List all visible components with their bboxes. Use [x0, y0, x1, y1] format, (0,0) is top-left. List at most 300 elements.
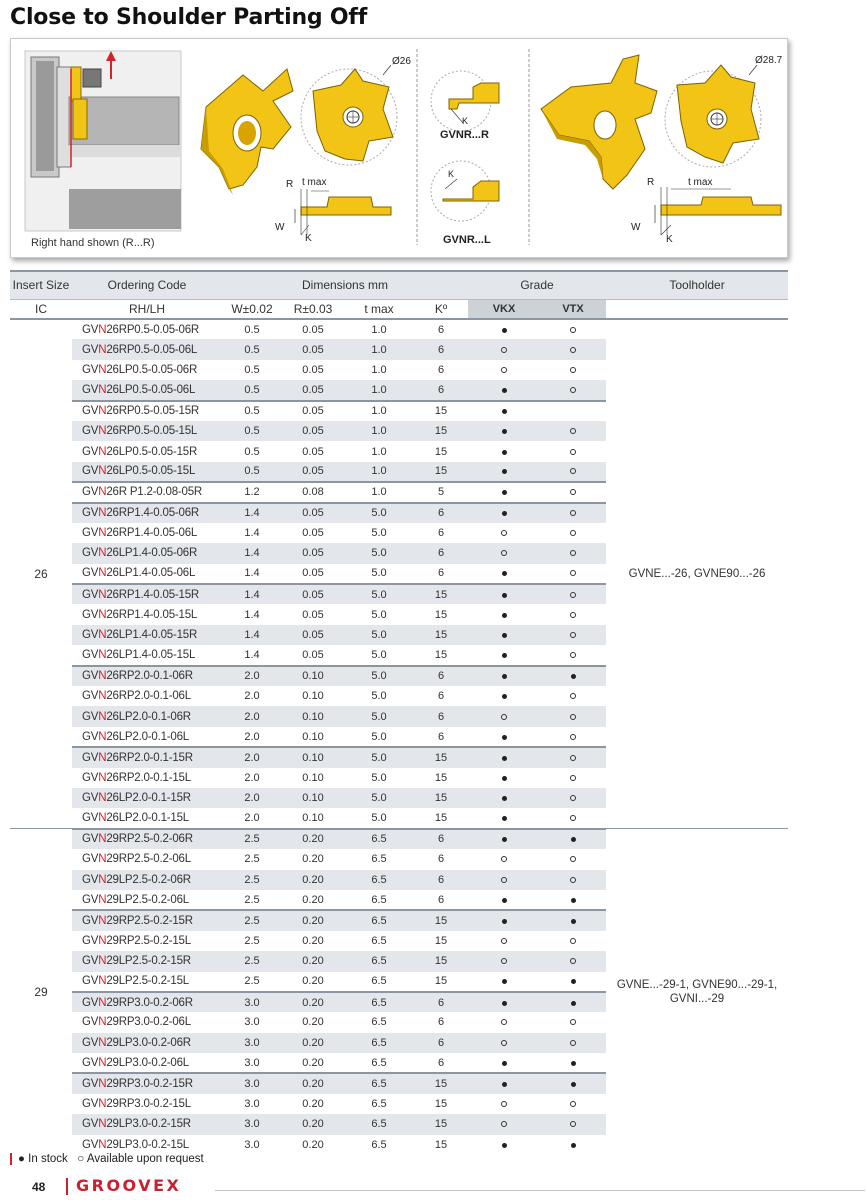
k-value: 15: [414, 421, 468, 441]
r-value: 0.10: [302, 690, 324, 703]
k-label-right: K: [666, 234, 673, 245]
code-n: N: [98, 771, 107, 784]
tmax-value: 5.0: [371, 812, 387, 825]
grade-vtx: [540, 503, 606, 523]
code-n: N: [98, 710, 107, 723]
on-request-icon: [570, 856, 576, 862]
insert-29-3d-illustration: [541, 55, 657, 189]
header-toolholder: Toolholder: [606, 271, 788, 299]
grade-vkx: [468, 564, 540, 584]
on-request-icon: [570, 652, 576, 658]
w-value: 3.0: [244, 1098, 260, 1111]
in-stock-icon: [502, 429, 507, 434]
on-request-icon: [570, 468, 576, 474]
grade-vtx: [540, 645, 606, 665]
grade-vtx: [540, 1135, 606, 1155]
tmax-value: 5.0: [371, 608, 387, 621]
k-value: 15: [434, 975, 448, 988]
ordering-code: [72, 543, 222, 563]
grade-vkx: [468, 788, 540, 808]
grade-vkx: [468, 503, 540, 523]
code-prefix: GV: [82, 1138, 99, 1151]
r-value: 0.05: [282, 625, 344, 645]
k-value: 15: [434, 608, 448, 621]
on-request-icon: [570, 958, 576, 964]
k-value: 15: [414, 401, 468, 421]
in-stock-icon: [502, 1143, 507, 1148]
r-value: 0.20: [302, 853, 324, 866]
code-n: N: [98, 955, 107, 968]
on-request-icon: [501, 1121, 507, 1127]
grade-vtx: [540, 1053, 606, 1073]
w-value: 2.0: [222, 666, 282, 686]
ordering-code: [72, 319, 222, 339]
tmax-value: 6.5: [371, 1138, 387, 1151]
r-value: 0.05: [282, 543, 344, 563]
code-n: N: [98, 893, 107, 906]
brand-logo: GROOVEX: [76, 1176, 182, 1195]
code-n: N: [98, 1056, 107, 1069]
insert-26-3d-illustration: [201, 69, 293, 195]
code-prefix: GV: [82, 730, 99, 743]
on-request-icon: [501, 550, 507, 556]
k-value: 6: [437, 690, 445, 703]
tmax-value: 1.0: [344, 380, 414, 400]
code-suffix: 29RP3.0-0.2-15L: [106, 1098, 191, 1111]
w-value: 2.0: [244, 690, 260, 703]
tmax-value: 1.0: [344, 421, 414, 441]
tmax-value: 5.0: [371, 771, 387, 784]
grade-vtx: [540, 829, 606, 849]
code-suffix: 26RP2.0-0.1-15R: [106, 751, 193, 764]
code-n: N: [98, 1078, 107, 1091]
tmax-value: 6.5: [344, 1114, 414, 1134]
ordering-code: [72, 910, 222, 930]
header-ordering-code: Ordering Code: [72, 271, 222, 299]
k-value: 15: [414, 747, 468, 767]
w-value: 2.0: [222, 747, 282, 767]
code-n: N: [98, 608, 107, 621]
on-request-icon: [570, 347, 576, 353]
code-prefix: GV: [82, 629, 99, 642]
ordering-code: [72, 747, 222, 767]
on-request-icon: [570, 632, 576, 638]
grade-vtx: [540, 706, 606, 726]
on-request-icon: [570, 1101, 576, 1107]
tmax-value: 6.5: [344, 910, 414, 930]
grade-vtx: [540, 686, 606, 706]
on-request-icon: [570, 938, 576, 944]
k-value: 15: [434, 648, 448, 661]
w-value: 0.5: [244, 363, 260, 376]
k-value: 6: [414, 870, 468, 890]
on-request-icon: [570, 570, 576, 576]
r-value: 0.20: [282, 1033, 344, 1053]
k-value: 6: [437, 363, 445, 376]
k-value: 15: [414, 584, 468, 604]
tmax-value: 6.5: [371, 893, 387, 906]
k-value: 6: [414, 503, 468, 523]
in-stock-icon: [571, 1061, 576, 1066]
ordering-code: [72, 951, 222, 971]
code-suffix: 29RP2.5-0.2-15R: [106, 915, 193, 928]
tmax-value: 1.0: [344, 482, 414, 502]
grade-vtx: [540, 462, 606, 482]
r-value: 0.05: [282, 401, 344, 421]
k-value: 6: [414, 380, 468, 400]
in-stock-icon: [502, 388, 507, 393]
w-value: 3.0: [222, 992, 282, 1012]
code-prefix: GV: [82, 873, 99, 886]
grade-vtx: [540, 666, 606, 686]
in-stock-icon: [502, 919, 507, 924]
r-value: 0.20: [302, 1098, 324, 1111]
code-n: N: [98, 833, 107, 846]
k-value: 6: [414, 543, 468, 563]
grade-vtx: [540, 1073, 606, 1093]
grade-vtx: [540, 543, 606, 563]
code-suffix: 26LP0.5-0.05-15L: [106, 465, 196, 478]
in-stock-icon: [571, 919, 576, 924]
code-n: N: [98, 853, 107, 866]
in-stock-icon: [502, 674, 507, 679]
code-prefix: GV: [82, 1078, 99, 1091]
k-value: 6: [414, 1033, 468, 1053]
r-value: 0.05: [302, 445, 324, 458]
k-value: 6: [437, 527, 445, 540]
in-stock-icon: [502, 593, 507, 598]
code-suffix: 29RP2.5-0.2-06L: [106, 853, 191, 866]
r-value: 0.05: [302, 608, 324, 621]
grade-vkx: [468, 401, 540, 421]
w-value: 2.5: [244, 853, 260, 866]
header-rhlh: RH/LH: [72, 299, 222, 319]
code-prefix: GV: [82, 996, 99, 1009]
in-stock-icon: [571, 979, 576, 984]
code-n: N: [98, 547, 107, 560]
code-prefix: GV: [82, 486, 99, 499]
k-value: 15: [414, 1073, 468, 1093]
ordering-code: [72, 768, 222, 788]
brand-bar: [66, 1178, 68, 1195]
grade-vkx: [468, 625, 540, 645]
grade-vkx: [468, 1135, 540, 1155]
r-value: 0.20: [302, 1056, 324, 1069]
on-request-icon: [501, 1040, 507, 1046]
r-label-left: R: [286, 179, 294, 190]
dia-26-label: Ø26: [392, 56, 411, 67]
code-n: N: [98, 527, 107, 540]
w-value: 1.4: [244, 648, 260, 661]
in-stock-icon: [502, 1082, 507, 1087]
on-request-icon: [501, 367, 507, 373]
r-value: 0.05: [282, 380, 344, 400]
on-request-icon: [570, 775, 576, 781]
code-n: N: [98, 1016, 107, 1029]
grade-vtx: [540, 747, 606, 767]
tmax-label-left: t max: [302, 177, 327, 188]
in-stock-icon: [502, 1061, 507, 1066]
grade-vtx: [540, 441, 606, 461]
ic-29: 29: [10, 829, 72, 1155]
grade-vtx: [540, 380, 606, 400]
ordering-code: [72, 503, 222, 523]
k-label-r: K: [462, 116, 469, 126]
r-value: 0.10: [282, 788, 344, 808]
on-request-icon: [570, 693, 576, 699]
r-value: 0.20: [302, 975, 324, 988]
k-value: 15: [414, 462, 468, 482]
code-prefix: GV: [82, 405, 99, 418]
on-request-icon: [501, 347, 507, 353]
code-suffix: 26LP1.4-0.05-15L: [106, 648, 196, 661]
tmax-value: 5.0: [344, 584, 414, 604]
code-prefix: GV: [82, 1036, 99, 1049]
code-suffix: 26RP1.4-0.05-06R: [106, 507, 200, 520]
page-number: 48: [32, 1180, 46, 1194]
header-row-2: [10, 299, 788, 319]
ordering-code: [72, 890, 222, 910]
tmax-value: 6.5: [344, 829, 414, 849]
code-n: N: [98, 648, 107, 661]
legend-in-stock: In stock: [28, 1153, 68, 1166]
tmax-value: 5.0: [371, 527, 387, 540]
grade-vkx: [468, 441, 540, 461]
k-value: 15: [414, 625, 468, 645]
in-stock-icon: [502, 469, 507, 474]
grade-vkx: [468, 768, 540, 788]
code-prefix: GV: [82, 465, 99, 478]
ordering-code: [72, 849, 222, 869]
tmax-value: 6.5: [344, 1033, 414, 1053]
grade-vtx: [540, 931, 606, 951]
code-prefix: GV: [82, 853, 99, 866]
ordering-code: [72, 604, 222, 624]
k-label-left: K: [305, 233, 312, 244]
r-value: 0.20: [282, 1114, 344, 1134]
ordering-code: [72, 1053, 222, 1073]
code-prefix: GV: [82, 383, 99, 396]
tmax-value: 5.0: [371, 690, 387, 703]
w-value: 2.5: [244, 893, 260, 906]
k-value: 15: [434, 812, 448, 825]
tmax-value: 6.5: [371, 1016, 387, 1029]
code-prefix: GV: [82, 343, 99, 356]
code-prefix: GV: [82, 975, 99, 988]
code-n: N: [98, 486, 107, 499]
header-toolholder-blank: [606, 299, 788, 319]
code-prefix: GV: [82, 323, 99, 336]
w-value: 2.5: [222, 829, 282, 849]
grade-vkx: [468, 543, 540, 563]
code-prefix: GV: [82, 445, 99, 458]
grade-vkx: [468, 808, 540, 828]
tmax-value: 1.0: [371, 445, 387, 458]
on-request-icon: [570, 755, 576, 761]
code-suffix: 26LP2.0-0.1-15L: [106, 812, 190, 825]
grade-vkx: [468, 747, 540, 767]
in-stock-icon: [571, 898, 576, 903]
k-value: 5: [414, 482, 468, 502]
w-value: 3.0: [244, 1056, 260, 1069]
footer-rule: [215, 1190, 865, 1191]
ordering-code: [72, 1033, 222, 1053]
in-stock-icon: [502, 776, 507, 781]
k-value: 6: [437, 853, 445, 866]
code-suffix: 29RP3.0-0.2-06L: [106, 1016, 191, 1029]
legend: [10, 1153, 204, 1165]
on-request-icon: [570, 449, 576, 455]
in-stock-icon: [502, 490, 507, 495]
on-request-icon: [570, 327, 576, 333]
code-n: N: [98, 934, 107, 947]
k-value: 6: [414, 829, 468, 849]
grade-vtx: [540, 604, 606, 624]
w-value: 2.5: [222, 870, 282, 890]
code-prefix: GV: [82, 934, 99, 947]
grade-vtx: [540, 482, 606, 502]
code-n: N: [98, 588, 107, 601]
ordering-code: [72, 645, 222, 665]
code-n: N: [98, 383, 107, 396]
w-value: 1.4: [244, 527, 260, 540]
ordering-code: [72, 1012, 222, 1032]
code-n: N: [98, 812, 107, 825]
code-suffix: 26RP0.5-0.05-15R: [106, 405, 200, 418]
r-value: 0.20: [282, 870, 344, 890]
tmax-value: 5.0: [344, 788, 414, 808]
on-request-icon: [570, 612, 576, 618]
tmax-value: 5.0: [344, 543, 414, 563]
header-tmax: t max: [344, 299, 414, 319]
on-request-icon: [570, 387, 576, 393]
code-suffix: 26RP1.4-0.05-15L: [106, 608, 198, 621]
w-value: 0.5: [222, 401, 282, 421]
grade-vtx: [540, 951, 606, 971]
grade-vtx: [540, 788, 606, 808]
code-n: N: [98, 975, 107, 988]
ordering-code: [72, 625, 222, 645]
grade-vtx: [540, 972, 606, 992]
w-label-right: W: [631, 222, 641, 233]
code-n: N: [98, 1138, 107, 1151]
in-stock-icon: [502, 409, 507, 414]
code-n: N: [98, 567, 107, 580]
code-n: N: [98, 915, 107, 928]
on-request-icon: [570, 367, 576, 373]
grade-vkx: [468, 645, 540, 665]
tmax-label-right: t max: [688, 177, 713, 188]
in-stock-icon: [502, 511, 507, 516]
on-request-icon: [501, 1101, 507, 1107]
code-prefix: GV: [82, 915, 99, 928]
w-value: 2.0: [244, 730, 260, 743]
k-value: 15: [434, 1138, 448, 1151]
r-value: 0.05: [302, 323, 324, 336]
insert-29-profile: [655, 187, 781, 235]
on-request-icon: [570, 550, 576, 556]
code-prefix: GV: [82, 751, 99, 764]
header-row-1: [10, 271, 788, 299]
tmax-value: 5.0: [371, 648, 387, 661]
w-value: 0.5: [222, 339, 282, 359]
grade-vtx: [540, 890, 606, 910]
r-value: 0.05: [302, 527, 324, 540]
grade-vkx: [468, 890, 540, 910]
grade-vkx: [468, 849, 540, 869]
ordering-code: [72, 584, 222, 604]
code-suffix: 29LP3.0-0.2-15L: [106, 1138, 190, 1151]
code-prefix: GV: [82, 690, 99, 703]
k-value: 6: [437, 893, 445, 906]
w-value: 3.0: [222, 1073, 282, 1093]
grade-vtx: [540, 1033, 606, 1053]
tmax-value: 1.0: [344, 462, 414, 482]
on-request-icon: [501, 877, 507, 883]
r-value: 0.20: [282, 1073, 344, 1093]
grade-vkx: [468, 972, 540, 992]
code-suffix: 29LP2.5-0.2-06L: [106, 893, 190, 906]
on-request-icon: [570, 1019, 576, 1025]
grade-vkx: [468, 1053, 540, 1073]
in-stock-icon: [502, 735, 507, 740]
tmax-value: 5.0: [371, 730, 387, 743]
grade-vtx: [540, 523, 606, 543]
grade-vkx: [468, 1033, 540, 1053]
r-value: 0.05: [282, 339, 344, 359]
in-stock-icon: [502, 328, 507, 333]
grade-vkx: [468, 951, 540, 971]
ordering-code: [72, 808, 222, 828]
code-suffix: 26RP0.5-0.05-06L: [106, 343, 198, 356]
w-value: 1.4: [222, 584, 282, 604]
in-stock-icon: [502, 694, 507, 699]
code-n: N: [98, 425, 107, 438]
grade-vtx: [540, 564, 606, 584]
ordering-code: [72, 1094, 222, 1114]
grade-vkx: [468, 1073, 540, 1093]
code-suffix: 26LP1.4-0.05-06R: [106, 547, 198, 560]
grade-vkx: [468, 319, 540, 339]
gvnr-l-detail: [431, 161, 499, 221]
grade-vtx: [540, 910, 606, 930]
grade-vkx: [468, 727, 540, 747]
in-stock-icon: [502, 816, 507, 821]
in-stock-icon: ●: [18, 1153, 25, 1166]
ordering-code: [72, 706, 222, 726]
code-prefix: GV: [82, 567, 99, 580]
legend-marker-bar: [10, 1153, 12, 1165]
header-w: W±0.02: [222, 299, 282, 319]
code-suffix: 29RP3.0-0.2-06R: [106, 996, 193, 1009]
w-value: 3.0: [244, 1138, 260, 1151]
k-value: 15: [414, 1114, 468, 1134]
code-suffix: 26RP0.5-0.05-15L: [106, 425, 198, 438]
code-suffix: 29LP3.0-0.2-06R: [106, 1036, 191, 1049]
code-n: N: [98, 405, 107, 418]
gvnr-r-label: GVNR...R: [440, 129, 489, 141]
k-value: 15: [434, 771, 448, 784]
ordering-code: [72, 829, 222, 849]
code-n: N: [98, 730, 107, 743]
ordering-code: [72, 421, 222, 441]
k-value: 6: [437, 730, 445, 743]
tmax-value: 6.5: [344, 870, 414, 890]
page-title: Close to Shoulder Parting Off: [10, 5, 368, 30]
code-suffix: 29RP2.5-0.2-06R: [106, 833, 193, 846]
code-suffix: 29LP3.0-0.2-15R: [106, 1118, 191, 1131]
table-row: [10, 829, 788, 849]
